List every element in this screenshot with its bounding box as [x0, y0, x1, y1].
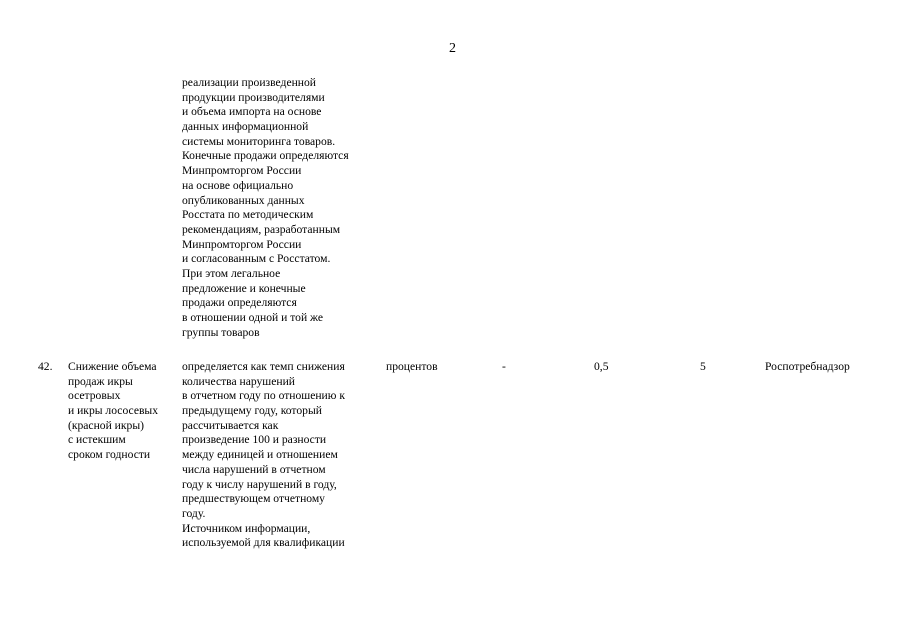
method-text-line: количества нарушений	[182, 374, 295, 388]
method-text-line: числа нарушений в отчетном	[182, 462, 326, 476]
method-text-line: При этом легальное	[182, 266, 281, 280]
target-value-2: 5	[700, 360, 706, 373]
method-text-line: году.	[182, 506, 206, 520]
method-text-line: Росстата по методическим	[182, 208, 314, 222]
target-value-1: 0,5	[594, 360, 609, 373]
method-text-line: произведение 100 и разности	[182, 433, 327, 447]
method-text-line: между единицей и отношением	[182, 448, 338, 462]
method-text-line: предложение и конечные	[182, 281, 306, 295]
page-number: 2	[449, 41, 456, 56]
method-text-line: реализации произведенной	[182, 76, 316, 89]
method-text-line: предшествующем отчетному	[182, 492, 325, 506]
indicator-name-line: продаж икры	[68, 374, 133, 388]
method-text-line: в отчетном году по отношению к	[182, 389, 345, 403]
method-text-line: системы мониторинга товаров.	[182, 134, 336, 148]
method-text-line: данных информационной	[182, 120, 309, 134]
responsible-agency: Роспотребнадзор	[765, 360, 850, 373]
method-text-line: на основе официально	[182, 178, 294, 192]
method-text-line: опубликованных данных	[182, 193, 305, 207]
indicator-name-line: Снижение объема	[68, 360, 157, 373]
continued-method-text	[182, 76, 349, 340]
method-text-line: году к числу нарушений в году,	[182, 477, 337, 491]
indicator-name	[68, 360, 158, 463]
method-text-line: продукции производителями	[182, 90, 325, 104]
indicator-name-line: с истекшим	[68, 433, 126, 447]
method-text-line: и объема импорта на основе	[182, 105, 322, 119]
method-text-line: рассчитывается как	[182, 418, 279, 432]
method-text-line: Конечные продажи определяются	[182, 149, 349, 163]
unit-of-measure: процентов	[386, 360, 438, 373]
indicator-name-line: и икры лососевых	[68, 404, 159, 418]
method-text-line: Минпромторгом России	[182, 164, 302, 178]
method-text-line: и согласованным с Росстатом.	[182, 252, 331, 266]
method-text-line: Минпромторгом России	[182, 237, 302, 251]
calculation-method	[182, 360, 345, 551]
indicator-name-line: осетровых	[68, 389, 121, 403]
indicator-name-line: сроком годности	[68, 448, 151, 462]
method-text-line: предыдущему году, который	[182, 404, 322, 418]
base-value: -	[502, 360, 506, 373]
indicator-name-line: (красной икры)	[68, 418, 144, 432]
method-text-line: используемой для квалификации	[182, 536, 345, 550]
row-number: 42.	[38, 360, 53, 373]
method-text-line: продажи определяются	[182, 296, 297, 310]
method-text-line: рекомендациям, разработанным	[182, 222, 341, 236]
method-text-line: определяется как темп снижения	[182, 360, 345, 373]
method-text-line: группы товаров	[182, 325, 260, 339]
method-text-line: Источником информации,	[182, 521, 311, 535]
method-text-line: в отношении одной и той же	[182, 311, 324, 324]
